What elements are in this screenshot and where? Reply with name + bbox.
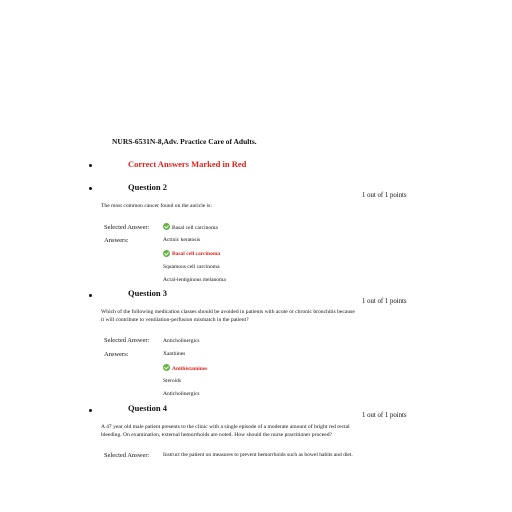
check-circle-icon: [163, 223, 170, 230]
answer-option-correct: Antihistamines: [172, 366, 208, 372]
question-points: 1 out of 1 points: [362, 192, 407, 199]
selected-answer-value: Anticholinergics: [163, 338, 200, 344]
question-title: Question 4: [128, 403, 167, 413]
selected-answer-label: Selected Answer:: [104, 337, 150, 344]
selected-answer-value: Basal cell carcinoma: [172, 225, 218, 231]
question-prompt-line: it will contribute to ventilation-perfusion mismatch in the patient?: [101, 317, 249, 323]
check-circle-icon: [163, 250, 170, 257]
question-prompt-line: A 47 year old male patient presents to the clinic with a single episode of a moderate amount of bright red rectal: [101, 424, 350, 430]
question-points: 1 out of 1 points: [362, 412, 407, 419]
question-title: Question 2: [128, 182, 167, 192]
answer-option: Squamous cell carcinoma: [163, 264, 220, 270]
question-prompt: The most common cancer found on the auricle is:: [101, 203, 212, 209]
answers-label: Answers:: [104, 351, 129, 358]
answer-option: Actinic keratosis: [163, 237, 201, 243]
bullet-icon: [89, 409, 92, 412]
question-points: 1 out of 1 points: [362, 298, 407, 305]
question-title: Question 3: [128, 288, 167, 298]
bullet-icon: [89, 294, 92, 297]
answer-option: Xanthines: [163, 351, 186, 357]
answer-option: Acral-lentiginous melanoma: [163, 277, 226, 283]
question-prompt-line: Which of the following medication classes should be avoided in patients with acute or chronic bronchitis because: [101, 309, 355, 315]
bullet-icon: [89, 187, 92, 190]
answer-option: Steroids: [163, 378, 182, 384]
answer-option: Anticholinergics: [163, 391, 200, 397]
question-prompt-line: bleeding. On examination, external hemorrhoids are noted. How should the nurse practitioner proceed?: [101, 432, 332, 438]
document-title: NURS-6531N-8,Adv. Practice Care of Adults.: [112, 137, 257, 146]
correct-answers-banner: Correct Answers Marked in Red: [128, 159, 247, 169]
bullet-icon: [89, 164, 92, 167]
selected-answer-label: Selected Answer:: [104, 224, 150, 231]
selected-answer-value: Instruct the patient on measures to prevent hemorrhoids such as bowel habits and diet.: [163, 452, 353, 458]
answers-label: Answers:: [104, 237, 129, 244]
selected-answer-label: Selected Answer:: [104, 452, 150, 459]
answer-option-correct: Basal cell carcinoma: [172, 251, 221, 257]
check-circle-icon: [163, 364, 170, 371]
